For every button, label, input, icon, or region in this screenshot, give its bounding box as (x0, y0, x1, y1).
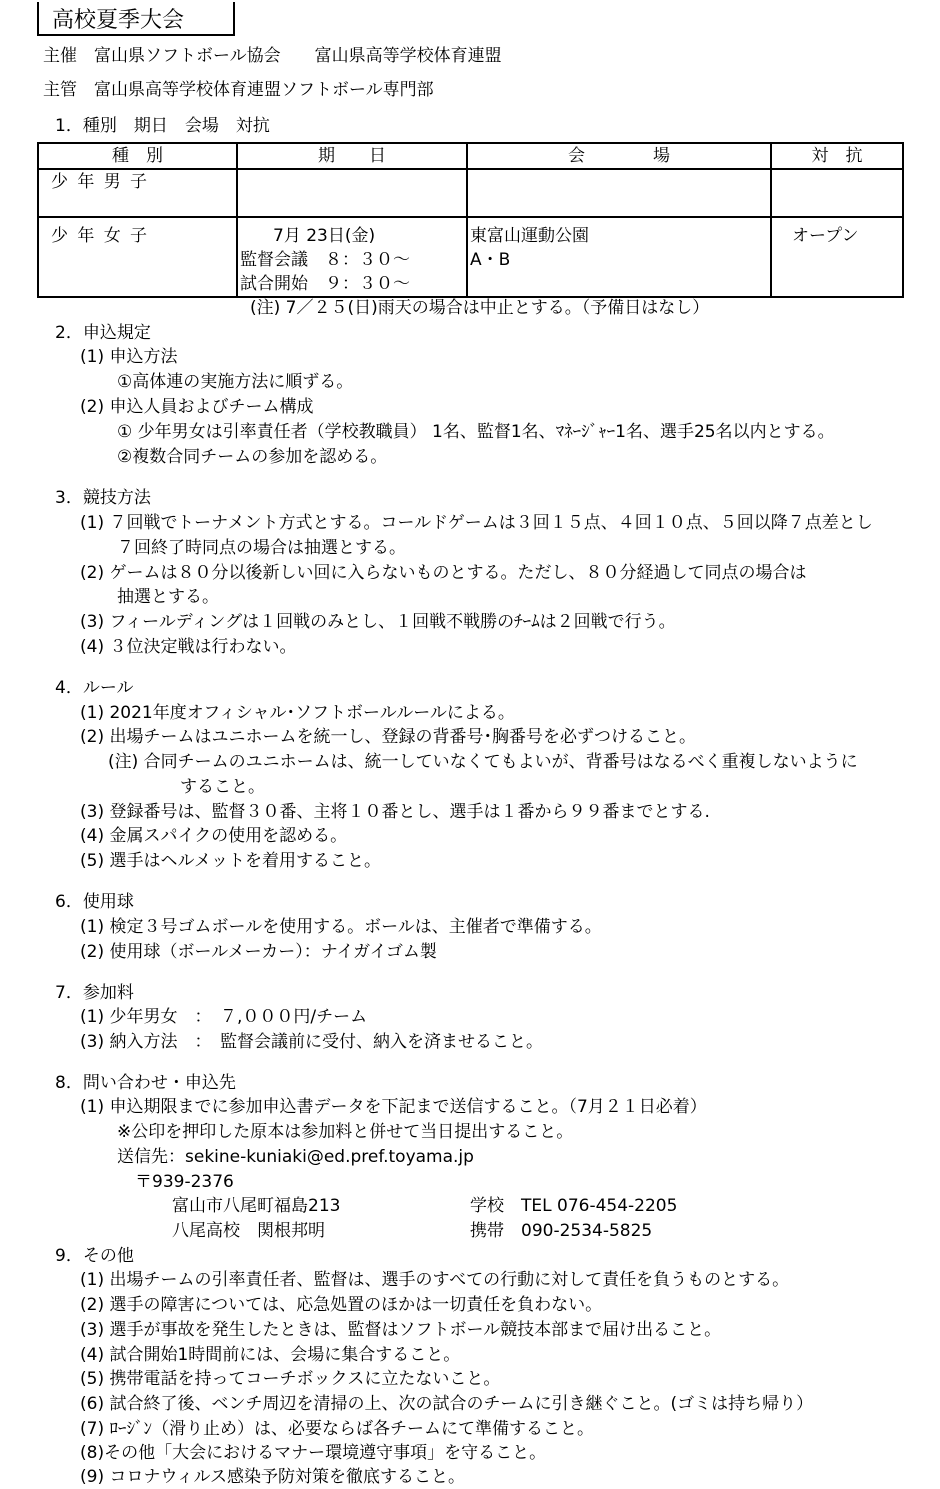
list-item: (4) 試合開始1時間前には、会場に集合すること。 (80, 1345, 461, 1365)
section-heading-1: 1．種別 期日 会場 対抗 (55, 116, 270, 136)
list-item: 抽選とする。 (117, 587, 219, 607)
list-item: (1) 出場チームの引率責任者、監督は、選手のすべての行動に対して責任を負うものとする。 (80, 1270, 790, 1290)
list-item: (2) 申込人員およびチーム構成 (80, 397, 314, 417)
contact-mobile: 携帯 090-2534-5825 (470, 1221, 653, 1241)
list-item: (9) コロナウィルス感染予防対策を徹底すること。 (80, 1467, 465, 1487)
row-kind: 少年男子 (51, 172, 157, 192)
table-row (38, 169, 903, 217)
list-item: (1) 申込期限までに参加申込書データを下記まで送信すること。（7月２１日必着） (80, 1097, 707, 1117)
list-item: (2) ゲームは８０分以後新しい回に入らないものとする。ただし、８０分経過して同点の場合は (80, 563, 807, 583)
list-item: (4) 金属スパイクの使用を認める。 (80, 826, 348, 846)
section-heading-6: 6．使用球 (55, 892, 134, 912)
list-item: (2) 出場チームはユニホームを統一し、登録の背番号･胸番号を必ずつけること。 (80, 727, 696, 747)
list-item: (8)その他「大会におけるマナー環境遵守事項」を守ること。 (80, 1443, 547, 1463)
list-item: (7) ﾛｰｼﾞﾝ（滑り止め）は、必要ならば各チームにて準備すること。 (80, 1419, 594, 1439)
list-item: ①高体連の実施方法に順ずる。 (117, 372, 354, 392)
contact-address: 富山市八尾町福島213 (172, 1196, 341, 1216)
list-item: ②複数合同チームの参加を認める。 (117, 447, 388, 467)
list-item: (5) 選手はヘルメットを着用すること。 (80, 851, 381, 871)
list-item: (1) 少年男女 ： ７,０００円/チーム (80, 1007, 368, 1027)
list-item: ① 少年男女は引率責任者（学校教職員） 1名、監督1名、ﾏﾈｰｼﾞｬｰ1名、選手25名以内とする。 (117, 422, 835, 442)
section-heading-2: 2．申込規定 (55, 323, 151, 343)
table-note: (注) 7／２５(日)雨天の場合は中止とする。（予備日はなし） (250, 298, 710, 318)
section-heading-7: 7．参加料 (55, 983, 134, 1003)
header-venue: 会 場 (467, 143, 771, 169)
row-kind: 少年女子 (51, 226, 157, 246)
section-heading-9: 9．その他 (55, 1246, 134, 1266)
contact-school-tel: 学校 TEL 076-454-2205 (470, 1196, 678, 1216)
header-kind: 種 別 (38, 143, 237, 169)
header-date: 期 日 (237, 143, 467, 169)
row-meeting-time: 監督会議 ８：３０～ (240, 250, 410, 270)
row-venue-fields: A・B (470, 250, 511, 270)
list-item: (3) 登録番号は、監督３０番、主将１０番とし、選手は１番から９９番までとする. (80, 802, 710, 822)
table-row (38, 217, 903, 297)
list-item: ７回終了時同点の場合は抽選とする。 (117, 538, 406, 558)
contact-postal-code: 〒939-2376 (135, 1172, 234, 1192)
contact-name: 八尾高校 関根邦明 (172, 1221, 325, 1241)
section-heading-4: 4．ルール (55, 678, 134, 698)
section-heading-3: 3．競技方法 (55, 488, 151, 508)
list-item: (5) 携帯電話を持ってコーチボックスに立たないこと。 (80, 1369, 501, 1389)
list-item: (2) 使用球（ボールメーカー）：ナイガイゴム製 (80, 942, 437, 962)
list-item-note: すること。 (180, 777, 265, 797)
list-item: ※公印を押印した原本は参加料と併せて当日提出すること。 (117, 1122, 574, 1142)
list-item: (6) 試合終了後、ベンチ周辺を清掃の上、次の試合のチームに引き継ぐこと。(ゴミは持ち帰り） (80, 1394, 814, 1414)
list-item: (1) 申込方法 (80, 347, 178, 367)
list-item: (3) 選手が事故を発生したときは、監督はソフトボール競技本部まで届け出ること。 (80, 1320, 722, 1340)
schedule-table (37, 142, 904, 298)
list-item: (2) 選手の障害については、応急処置のほかは一切責任を負わない。 (80, 1295, 603, 1315)
list-item: (3) 納入方法 ： 監督会議前に受付、納入を済ませること。 (80, 1032, 543, 1052)
row-date: 7月 23日(金) (256, 226, 376, 246)
manager-line: 主管 富山県高等学校体育連盟ソフトボール専門部 (43, 80, 434, 100)
organizer-line: 主催 富山県ソフトボール協会 富山県高等学校体育連盟 (43, 46, 502, 66)
section-heading-8: 8．問い合わせ・申込先 (55, 1073, 236, 1093)
list-item: (1) 2021年度オフィシャル･ソフトボールルールによる。 (80, 703, 515, 723)
row-versus: オープン (792, 226, 859, 246)
table-header-row (38, 143, 903, 169)
list-item: (1) ７回戦でトーナメント方式とする。コールドゲームは３回１５点、４回１０点、５回以降７点差とし (80, 513, 873, 533)
row-venue: 東富山運動公園 (470, 226, 589, 246)
header-versus: 対 抗 (771, 143, 903, 169)
list-item: (3) フィールディングは１回戦のみとし、１回戦不戦勝のﾁｰﾑは２回戦で行う。 (80, 612, 676, 632)
page-title: 高校夏季大会 (52, 8, 185, 33)
contact-email: 送信先：sekine-kuniaki@ed.pref.toyama.jp (117, 1147, 474, 1167)
row-start-time: 試合開始 ９：３０～ (240, 274, 410, 294)
list-item-note: (注) 合同チームのユニホームは、統一していなくてもよいが、背番号はなるべく重複しないように (108, 752, 858, 772)
list-item: (4) ３位決定戦は行わない。 (80, 637, 297, 657)
list-item: (1) 検定３号ゴムボールを使用する。ボールは、主催者で準備する。 (80, 917, 602, 937)
